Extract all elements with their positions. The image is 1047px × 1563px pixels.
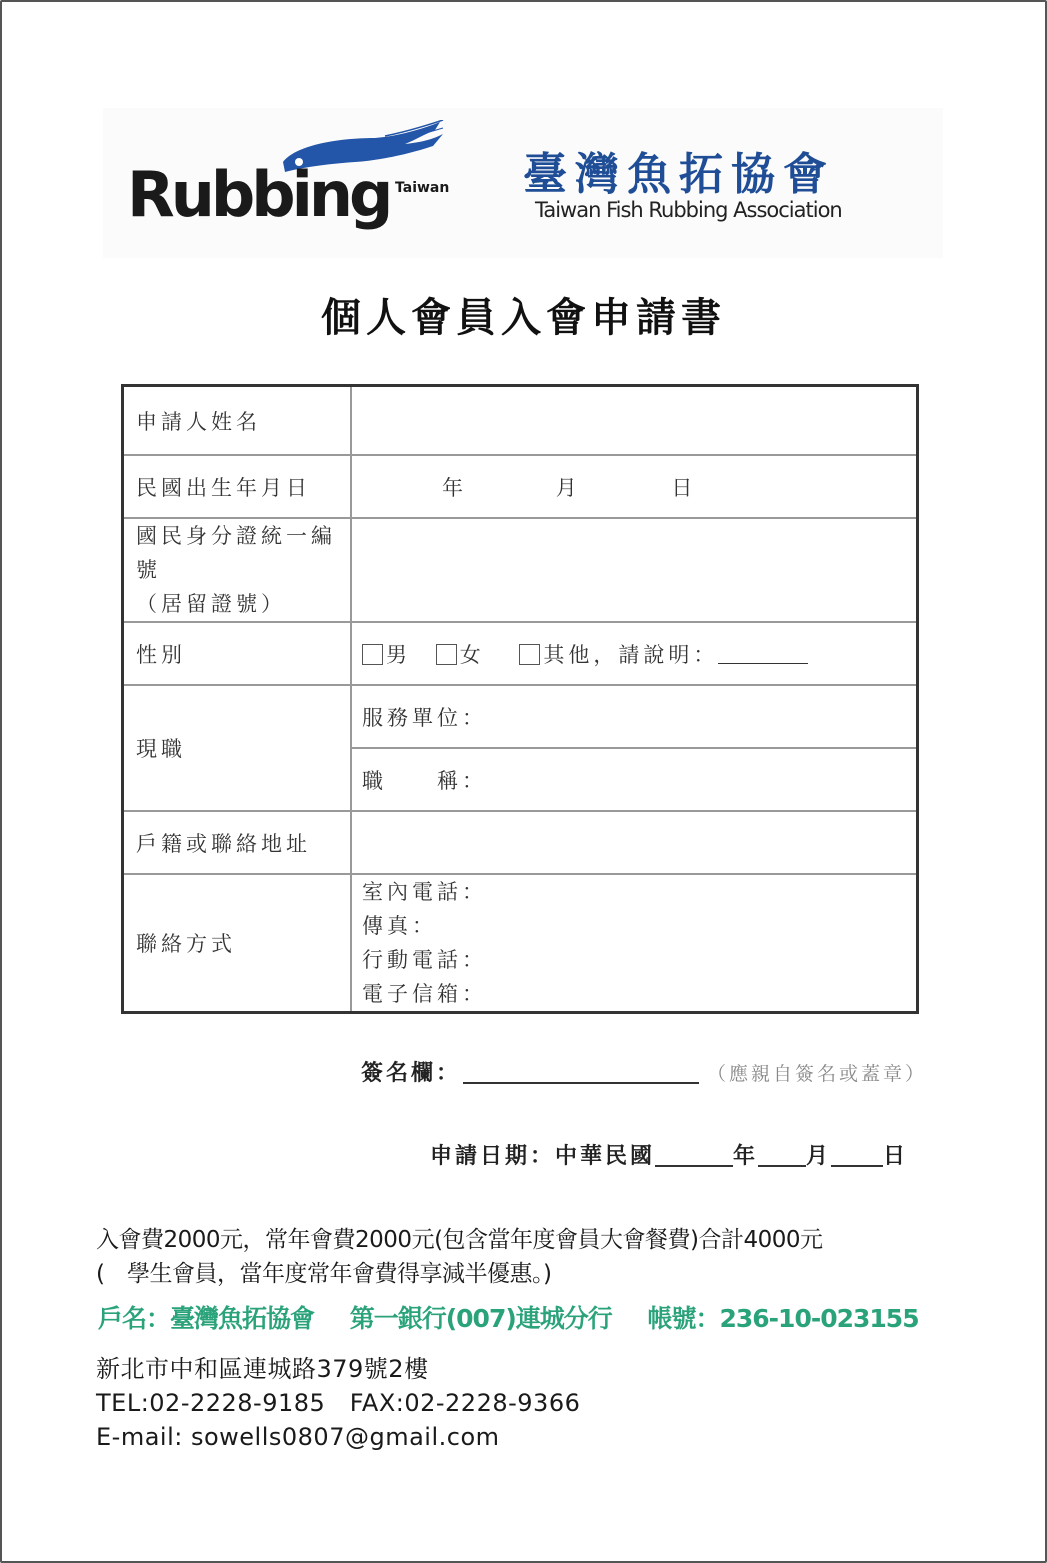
table-row-birthdate xyxy=(123,455,918,518)
applicant-name-label: 申請人姓名 xyxy=(123,386,352,456)
association-tel-fax: TEL:02-2228-9185 FAX:02-2228-9366 xyxy=(96,1389,581,1417)
rubbing-wordmark: Rubbing xyxy=(127,158,390,231)
fax-field[interactable]: 傳真： xyxy=(362,914,437,938)
association-contact xyxy=(96,1352,580,1454)
id-label-line-1: 國民身分證統一編 xyxy=(136,524,336,548)
fee-info xyxy=(96,1223,823,1291)
application-date-row xyxy=(430,1139,908,1170)
bank-account-name: 戶名：臺灣魚拓協會 xyxy=(98,1304,315,1333)
association-logo xyxy=(515,138,935,238)
id-number-label xyxy=(123,518,352,622)
applicant-name-field[interactable] xyxy=(351,386,918,456)
rubbing-taiwan-label: Taiwan xyxy=(395,180,450,196)
bank-account-number: 帳號：236-10-023155 xyxy=(647,1304,919,1333)
form-title: 個人會員入會申請書 xyxy=(321,295,726,341)
gender-male-checkbox[interactable] xyxy=(362,644,383,665)
signature-input[interactable] xyxy=(463,1060,699,1084)
occupation-label: 現職 xyxy=(123,685,352,811)
table-row-address xyxy=(123,811,918,874)
gender-other-input[interactable] xyxy=(718,645,808,664)
application-date-label: 申請日期：中華民國 xyxy=(430,1143,656,1169)
fee-line-1: 入會費2000元，常年會費2000元(包含當年度會員大會餐費)合計4000元 xyxy=(96,1227,823,1253)
email-field[interactable]: 電子信箱： xyxy=(362,982,487,1006)
contact-label: 聯絡方式 xyxy=(123,874,352,1013)
association-name-cn: 臺灣魚拓協會 xyxy=(523,149,835,200)
gender-female-label: 女 xyxy=(459,642,485,667)
table-row-id-number xyxy=(123,518,918,622)
signature-row xyxy=(361,1056,927,1087)
table-row-name xyxy=(123,386,918,456)
signature-note: （應親自簽名或蓋章） xyxy=(707,1063,928,1085)
fee-line-2: ( 學生會員，當年度常年會費得享減半優惠。) xyxy=(96,1261,552,1287)
gender-male-label: 男 xyxy=(386,642,411,667)
landline-field[interactable]: 室內電話： xyxy=(362,880,487,904)
application-form-table xyxy=(121,384,919,1014)
job-title-field[interactable]: 職 稱： xyxy=(351,748,918,811)
gender-other-checkbox[interactable] xyxy=(519,644,540,665)
birthdate-field[interactable] xyxy=(351,455,918,518)
table-row-contact xyxy=(123,874,918,1013)
id-label-line-3: （居留證號） xyxy=(136,592,286,616)
application-year-input[interactable] xyxy=(655,1143,733,1167)
association-address: 新北市中和區連城路379號2樓 xyxy=(96,1355,429,1383)
rubbing-taiwan-logo xyxy=(125,120,465,250)
bank-branch: 第一銀行(007)連城分行 xyxy=(349,1304,612,1333)
mobile-field[interactable]: 行動電話： xyxy=(362,948,487,972)
address-label: 戶籍或聯絡地址 xyxy=(123,811,352,874)
gender-options xyxy=(351,622,918,685)
logo-banner xyxy=(103,108,943,258)
gender-female-checkbox[interactable] xyxy=(436,644,457,665)
signature-label: 簽名欄： xyxy=(361,1060,462,1086)
birth-month-label: 月 xyxy=(555,475,581,500)
address-field[interactable] xyxy=(351,811,918,874)
table-row-occupation-unit xyxy=(123,685,918,748)
id-label-line-2: 號 xyxy=(136,558,161,582)
application-year-label: 年 xyxy=(733,1143,759,1169)
bank-info xyxy=(98,1299,947,1335)
employer-field[interactable]: 服務單位： xyxy=(351,685,918,748)
table-row-gender xyxy=(123,622,918,685)
contact-fields xyxy=(351,874,918,1013)
birthdate-label: 民國出生年月日 xyxy=(123,455,352,518)
gender-other-label: 其他，請說明： xyxy=(543,642,719,667)
application-day-label: 日 xyxy=(883,1143,909,1169)
birth-day-label: 日 xyxy=(671,475,697,500)
association-email: E-mail: sowells0807@gmail.com xyxy=(96,1423,500,1451)
id-number-field[interactable] xyxy=(351,518,918,622)
application-month-input[interactable] xyxy=(758,1143,806,1167)
application-day-input[interactable] xyxy=(831,1143,883,1167)
application-month-label: 月 xyxy=(806,1143,832,1169)
association-name-en: Taiwan Fish Rubbing Association xyxy=(535,198,842,222)
gender-label: 性別 xyxy=(123,622,352,685)
birth-year-label: 年 xyxy=(442,475,467,500)
